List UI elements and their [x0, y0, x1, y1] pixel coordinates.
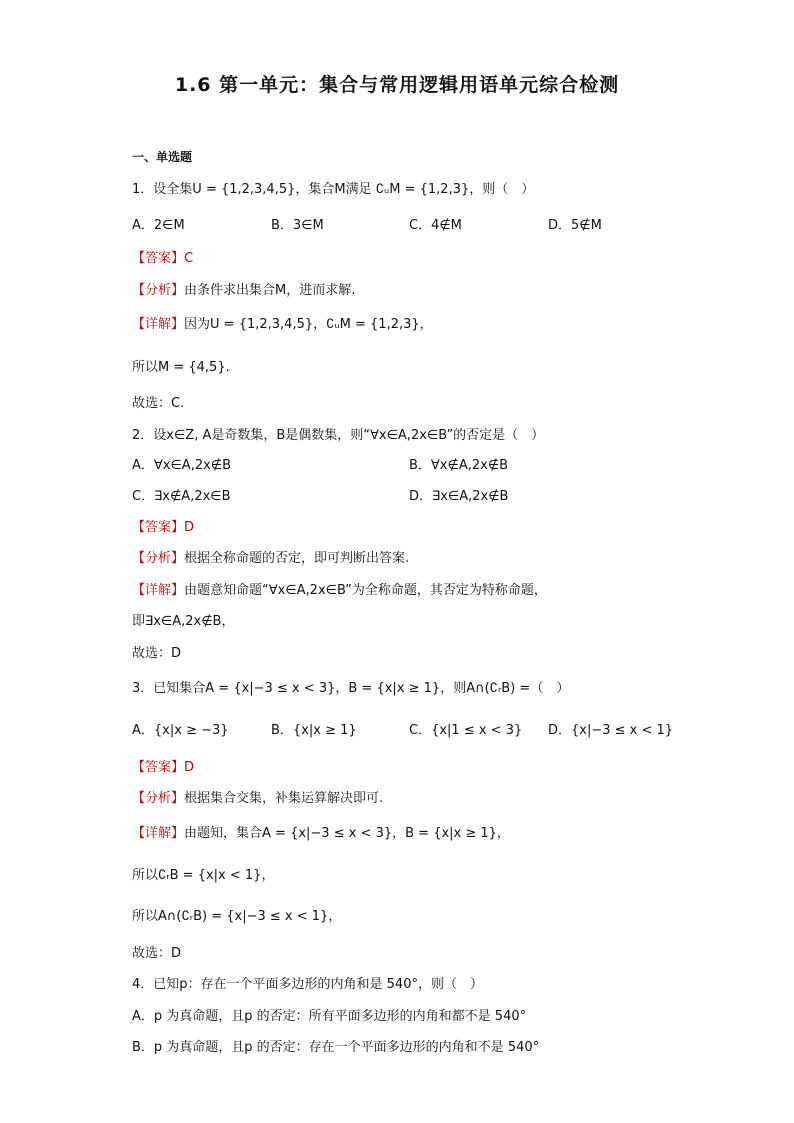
answer-tag: 【答案】 — [132, 760, 185, 775]
section-heading: 一、单选题 — [132, 150, 193, 164]
q1-answer: C — [184, 251, 194, 266]
q3-option-c: C．{x|1 ≤ x < 3} — [409, 723, 523, 738]
q3-analysis-line — [132, 787, 383, 806]
q4-option-b: B．p 为真命题，且p 的否定：存在一个平面多边形的内角和不是 540° — [132, 1040, 540, 1055]
q2-stem: 2．设x∈Z, A是奇数集，B是偶数集，则“∀x∈A,2x∈B”的否定是（ ） — [132, 428, 545, 443]
q1-answer-line — [132, 247, 193, 266]
q2-detail2: 即∃x∈A,2x∉B， — [132, 614, 235, 629]
q1-option-b: B．3∈M — [271, 218, 324, 233]
q2-answer-line — [132, 516, 194, 535]
answer-tag: 【答案】 — [132, 520, 185, 535]
analysis-tag: 【分析】 — [132, 283, 185, 298]
q3-answer: D — [184, 760, 195, 775]
q2-option-b: B．∀x∉A,2x∉B — [409, 458, 509, 473]
q3-detail2: 所以∁ᵣB = {x|x < 1}， — [132, 868, 275, 883]
page-title: 1.6 第一单元：集合与常用逻辑用语单元综合检测 — [174, 74, 620, 96]
analysis-tag: 【分析】 — [132, 551, 185, 566]
q1-analysis: 由条件求出集合M，进而求解. — [184, 283, 356, 298]
q2-option-a: A．∀x∈A,2x∉B — [132, 458, 232, 473]
q2-conclusion: 故选：D — [132, 646, 182, 661]
detail-tag: 【详解】 — [132, 317, 185, 332]
q4-stem: 4．已知p：存在一个平面多边形的内角和是 540°，则（ ） — [132, 977, 483, 992]
q3-option-d: D．{x|−3 ≤ x < 1} — [548, 723, 674, 738]
detail-tag: 【详解】 — [132, 583, 185, 598]
q2-option-d: D．∃x∈A,2x∉B — [409, 489, 509, 504]
q1-detail: 因为U = {1,2,3,4,5}，∁ᵤM = {1,2,3}， — [184, 317, 433, 332]
q3-answer-line — [132, 756, 194, 775]
q3-option-a: A．{x|x ≥ −3} — [132, 723, 229, 738]
q1-detail2: 所以M = {4,5}. — [132, 360, 230, 375]
q2-detail: 由题意知命题“∀x∈A,2x∈B”为全称命题，其否定为特称命题， — [184, 583, 547, 598]
q2-option-c: C．∃x∉A,2x∈B — [132, 489, 231, 504]
q4-option-a: A．p 为真命题，且p 的否定：所有平面多边形的内角和都不是 540° — [132, 1009, 527, 1024]
detail-tag: 【详解】 — [132, 826, 185, 841]
q3-stem: 3．已知集合A = {x|−3 ≤ x < 3}，B = {x|x ≥ 1}，则A∩(∁ᵣB) =（ ） — [132, 681, 570, 696]
q2-detail-line — [132, 579, 547, 598]
q3-analysis: 根据集合交集，补集运算解决即可. — [184, 791, 384, 806]
q3-conclusion: 故选：D — [132, 946, 182, 961]
q2-analysis-line — [132, 547, 409, 566]
q2-answer: D — [184, 520, 195, 535]
q1-detail-line — [132, 313, 433, 332]
q1-option-a: A．2∈M — [132, 218, 185, 233]
q2-analysis: 根据全称命题的否定，即可判断出答案. — [184, 551, 410, 566]
q3-detail-line — [132, 822, 510, 841]
q1-option-c: C．4∉M — [409, 218, 462, 233]
q3-detail3: 所以A∩(∁ᵣB) = {x|−3 ≤ x < 1}， — [132, 909, 342, 924]
q1-analysis-line — [132, 279, 355, 298]
q3-option-b: B．{x|x ≥ 1} — [271, 723, 357, 738]
analysis-tag: 【分析】 — [132, 791, 185, 806]
q3-detail: 由题知，集合A = {x|−3 ≤ x < 3}，B = {x|x ≥ 1}， — [184, 826, 510, 841]
q1-option-d: D．5∉M — [548, 218, 602, 233]
answer-tag: 【答案】 — [132, 251, 185, 266]
q1-conclusion: 故选：C. — [132, 396, 185, 411]
q1-stem: 1．设全集U = {1,2,3,4,5}，集合M满足 ∁ᵤM = {1,2,3}，则（ ） — [132, 182, 535, 197]
